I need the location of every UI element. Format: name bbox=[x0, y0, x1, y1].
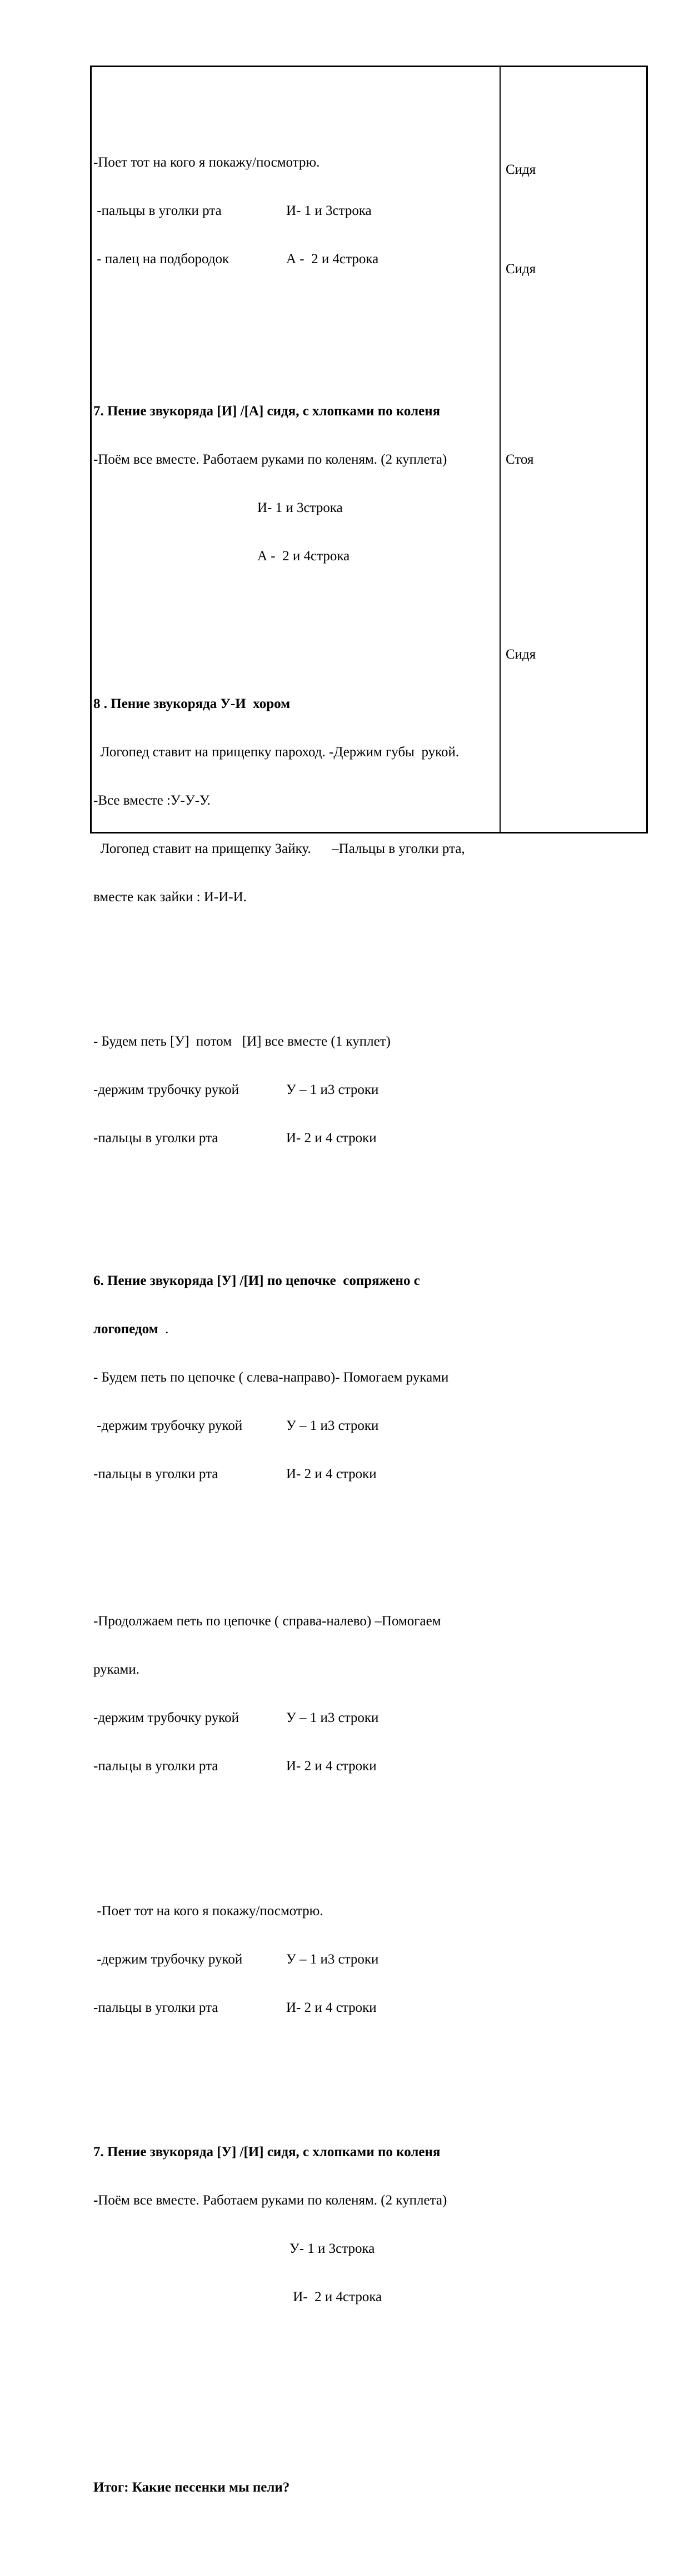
section-7-u-i bbox=[93, 2112, 500, 2337]
cue-label: -пальцы в уголки рта bbox=[93, 1467, 218, 1482]
heading-tail: . bbox=[158, 1322, 169, 1337]
section-chain-continue bbox=[93, 1581, 500, 1806]
cue-label: -пальцы в уголки рта bbox=[93, 203, 222, 218]
cue-pair-line bbox=[93, 203, 500, 219]
cue-label: -пальцы в уголки рта bbox=[93, 1131, 218, 1146]
cue-pair-line bbox=[93, 1710, 500, 1726]
posture-label: Сидя bbox=[506, 647, 536, 662]
cue-value: И- 2 и 4 строки bbox=[286, 1131, 377, 1146]
text-line: руками. bbox=[93, 1662, 139, 1677]
section-sing-u-then-i bbox=[93, 1001, 500, 1178]
cue-pair-line bbox=[93, 1130, 500, 1146]
posture-label: Сидя bbox=[506, 262, 536, 277]
section-7-i-a bbox=[93, 371, 500, 596]
cue-label: - палец на подбородок bbox=[93, 252, 229, 267]
text-line bbox=[93, 451, 500, 468]
cue-pair-line bbox=[93, 1418, 500, 1434]
cue-value: У – 1 и3 строки bbox=[286, 1082, 379, 1097]
cue-pair-line bbox=[93, 251, 500, 267]
posture-column bbox=[501, 67, 646, 832]
heading-line bbox=[93, 1321, 500, 1337]
cue-value: И- 2 и 4 строки bbox=[286, 1759, 377, 1774]
cue-pair-line bbox=[93, 1466, 500, 1482]
heading-line: 8 . Пение звукоряда У-И хором bbox=[93, 696, 291, 711]
heading-bold-word: логопедом bbox=[93, 1322, 158, 1337]
text-line: Логопед ставит на прищепку Зайку. –Пальцы в уголки рта, bbox=[93, 841, 465, 856]
text-line: -Поет тот на кого я покажу/посмотрю. bbox=[93, 1904, 323, 1919]
text-line: - Будем петь [У] потом [И] все вместе (1 куплет) bbox=[93, 1034, 391, 1049]
cue-pair-line bbox=[93, 2000, 500, 2016]
centered-cue-line: А - 2 и 4строка bbox=[257, 549, 350, 564]
bold-dash: - bbox=[93, 452, 98, 467]
text-line: -Продолжаем петь по цепочке ( справа-налево) –Помогаем bbox=[93, 1614, 441, 1629]
cue-value: И- 2 и 4 строки bbox=[286, 1467, 377, 1482]
intro-text: Поём все вместе. Работаем руками по коленям. (2 куплета) bbox=[98, 452, 447, 467]
cue-value: И- 1 и 3строка bbox=[286, 203, 372, 218]
cue-pair-line bbox=[93, 1951, 500, 1967]
cue-label: -держим трубочку рукой bbox=[93, 1082, 239, 1097]
cue-pair-line bbox=[93, 1758, 500, 1774]
cue-label: -пальцы в уголки рта bbox=[93, 1759, 218, 1774]
lesson-plan-table bbox=[90, 66, 648, 2495]
cue-label: -держим трубочку рукой bbox=[93, 1710, 239, 1725]
activities-column bbox=[92, 67, 501, 2495]
posture-label: Стоя bbox=[506, 452, 534, 467]
cue-label: -держим трубочку рукой bbox=[93, 1952, 243, 1967]
centered-cue-line: И- 1 и 3строка bbox=[257, 500, 343, 515]
centered-cue-line: У- 1 и 3строка bbox=[289, 2241, 375, 2256]
cue-value: У – 1 и3 строки bbox=[286, 1710, 379, 1725]
heading-line: 7. Пение звукоряда [И] /[А] сидя, с хлопками по коленя bbox=[93, 404, 441, 419]
intro-text: Поём все вместе. Работаем руками по коленям. (2 куплета) bbox=[98, 2193, 447, 2208]
posture-label: Сидя bbox=[506, 162, 536, 177]
text-line: вместе как зайки : И-И-И. bbox=[93, 890, 247, 905]
centered-cue-line: И- 2 и 4строка bbox=[289, 2289, 382, 2304]
section-8-u-i-chorus bbox=[93, 664, 500, 937]
section-summary bbox=[93, 2447, 500, 2528]
cue-value: У – 1 и3 строки bbox=[286, 1952, 379, 1967]
heading-line: 6. Пение звукоряда [У] /[И] по цепочке сопряжено с bbox=[93, 1273, 420, 1288]
cue-pair-line bbox=[93, 1082, 500, 1098]
heading-line: 7. Пение звукоряда [У] /[И] сидя, с хлопками по коленя bbox=[93, 2145, 441, 2160]
text-line bbox=[93, 2192, 500, 2208]
cue-label: -держим трубочку рукой bbox=[93, 1418, 243, 1433]
cue-value: У – 1 и3 строки bbox=[286, 1418, 379, 1433]
section-6-chain bbox=[93, 1241, 500, 1514]
text-line: - Будем петь по цепочке ( слева-направо)- Помогаем руками bbox=[93, 1370, 449, 1385]
text-line: -Поет тот на кого я покажу/посмотрю. bbox=[93, 155, 320, 170]
text-line: -Все вместе :У-У-У. bbox=[93, 793, 211, 808]
text-line: Логопед ставит на прищепку пароход. -Держим губы рукой. bbox=[93, 745, 460, 760]
section-singing-continuation bbox=[93, 122, 500, 299]
summary-question: Итог: Какие песенки мы пели? bbox=[93, 2480, 290, 2495]
cue-value: А - 2 и 4строка bbox=[286, 252, 379, 267]
section-sing-on-cue bbox=[93, 1871, 500, 2048]
cue-value: И- 2 и 4 строки bbox=[286, 2000, 377, 2015]
cue-label: -пальцы в уголки рта bbox=[93, 2000, 218, 2015]
bold-dash: - bbox=[93, 2193, 98, 2208]
